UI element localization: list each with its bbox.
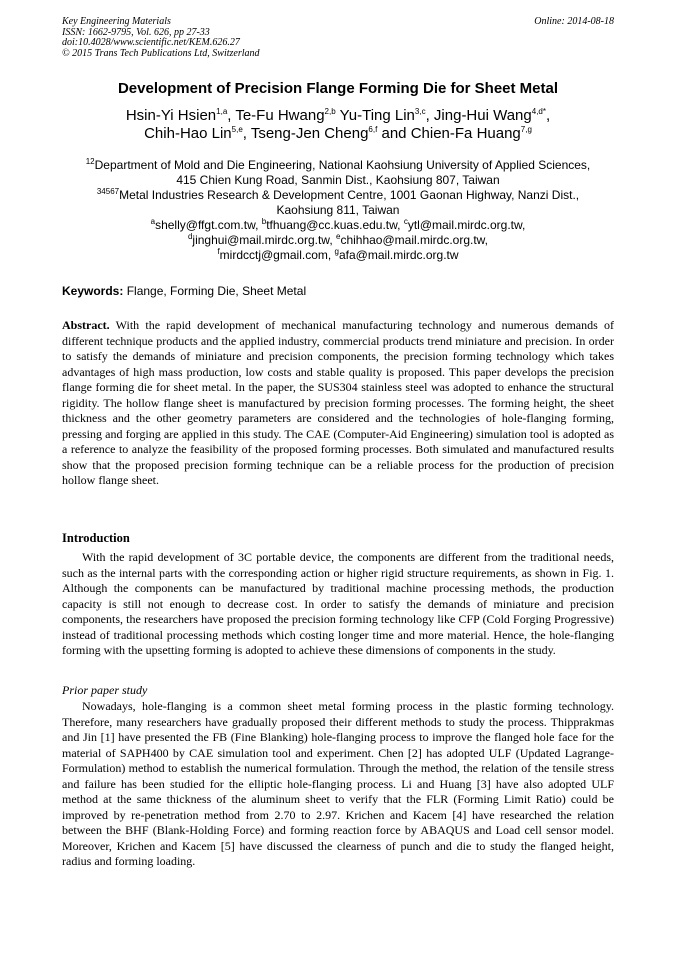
- affiliation-1: [62, 158, 614, 173]
- affiliation-1-address: 415 Chien Kung Road, Sanmin Dist., Kaohsiung 807, Taiwan: [176, 173, 500, 187]
- author-separator: ,: [227, 107, 236, 124]
- affiliation-text: Metal Industries Research & Development Centre, 1001 Gaonan Highway, Nanzi Dist.,: [119, 188, 580, 202]
- email-address: shelly@ffgt.com.tw,: [155, 218, 262, 232]
- author-separator: and: [377, 125, 411, 142]
- journal-name: Key Engineering Materials: [62, 16, 171, 27]
- author-affiliation-mark: 6,f: [368, 125, 378, 134]
- email-mark: b: [261, 217, 267, 226]
- email-line: [62, 218, 614, 233]
- paper-title: Development of Precision Flange Forming Die for Sheet Metal: [117, 80, 559, 97]
- email-line: [62, 248, 614, 263]
- author-separator: ,: [425, 107, 434, 124]
- affiliation-2: [62, 188, 614, 203]
- prior-study-heading: Prior paper study: [62, 683, 148, 697]
- author-affiliation-mark: 7,g: [520, 125, 532, 134]
- email-address: afa@mail.mirdc.org.tw: [339, 248, 459, 262]
- author-name: Hsin-Yi Hsien: [125, 107, 217, 124]
- email-address: jinghui@mail.mirdc.org.tw,: [192, 233, 336, 247]
- author-name: Yu-Ting Lin: [339, 107, 415, 124]
- keywords: [62, 284, 614, 298]
- author-name: Tseng-Jen Cheng: [250, 125, 369, 142]
- prior-study-body: [62, 699, 614, 870]
- journal-header: [62, 17, 614, 59]
- affiliations: [62, 158, 614, 263]
- keywords-label: Keywords:: [62, 284, 124, 298]
- email-mark: e: [335, 232, 341, 241]
- introduction-body: [62, 550, 614, 659]
- email-mark: a: [150, 217, 156, 226]
- author-affiliation-mark: 5,e: [231, 125, 243, 134]
- online-date: Online: 2014-08-18: [534, 16, 614, 27]
- email-address: chihhao@mail.mirdc.org.tw,: [340, 233, 489, 247]
- email-address: ytl@mail.mirdc.org.tw,: [407, 218, 526, 232]
- author-affiliation-mark: 2,b: [324, 107, 336, 116]
- author-affiliation-mark: 3,c: [414, 107, 426, 116]
- author-name: Jing-Hui Wang: [433, 107, 532, 124]
- email-mark: d: [187, 232, 193, 241]
- email-mark: c: [403, 217, 408, 226]
- author-list: [62, 107, 614, 143]
- author-separator: ,: [242, 125, 251, 142]
- affiliation-text: Department of Mold and Die Engineering, National Kaohsiung University of Applied Sciences,: [94, 158, 591, 172]
- abstract: [62, 318, 614, 489]
- introduction-paragraph: With the rapid development of 3C portable device, the components are different from the traditional needs, such as the internal parts with the corresponding action or higher rigid structure requirements, as shown in Fig. 1. Although the components can be manufactured by traditional machine processing methods, the production capacity is still not enough to decrease cost. In order to satisfy the demands of miniature and precision components, the researchers have proposed the precision forming technology like CFP (Cold Forging Progressive) instead of traditional processing methods which costing longer time and more material. Hence, the hole-flanging forming with the upsetting forming is adopted to achieve these dimensions of components in the study.: [62, 550, 614, 657]
- prior-study-paragraph: Nowadays, hole-flanging is a common sheet metal forming process in the plastic forming technology. Therefore, many researchers have gradually proposed their different methods to study the process. Thipprakmas and Jin [1] have presented the FB (Fine Blanking) hole-flanging process to improve the flanged hole face for the material of SAPH400 by CAE simulation tool and experiment. Chen [2] has adopted ULF (Updated Lagrange- Formulation) method to establish the numerical formulation. Through the method, the relation of the tensile stress and failure has been studied for the elliptic hole-flanging process. Li and Huang [3] have also adopted ULF method at the same thickness of the aluminum sheet to verify that the FLR (Forming Limit Ratio) could be improved by re-penetration method from 2.70 to 2.97. Krichen and Kacem [4] have researched the relation between the BHF (Blank-Holding Force) and forming reaction force by ABAQUS and Load cell sensor model. Moreover, Krichen and Kacem [5] have discussed the clearness of punch and die to study the flanged height, radius and forming loading.: [62, 699, 614, 868]
- keywords-text: Flange, Forming Die, Sheet Metal: [123, 284, 307, 298]
- author-affiliation-mark: 1,a: [216, 107, 228, 116]
- affiliation-2-address: Kaohsiung 811, Taiwan: [276, 203, 400, 217]
- email-address: tfhuang@cc.kuas.edu.tw,: [266, 218, 404, 232]
- journal-issn: ISSN: 1662-9795, Vol. 626, pp 27-33: [62, 26, 210, 38]
- author-affiliation-mark: 4,d*: [531, 107, 546, 116]
- author-name: Te-Fu Hwang: [235, 107, 325, 124]
- email-mark: g: [334, 247, 339, 256]
- email-mark: f: [217, 247, 220, 256]
- author-name: Chien-Fa Huang: [410, 125, 521, 142]
- author-name: Chih-Hao Lin: [144, 125, 232, 142]
- affiliation-mark: 12: [85, 157, 95, 166]
- abstract-label: Abstract.: [62, 318, 110, 332]
- author-separator: ,: [545, 107, 551, 124]
- introduction-heading: Introduction: [62, 531, 130, 545]
- journal-copyright: © 2015 Trans Tech Publications Ltd, Switzerland: [62, 47, 260, 59]
- affiliation-mark: 34567: [96, 187, 120, 196]
- email-address: mirdcctj@gmail.com,: [219, 248, 335, 262]
- abstract-text: With the rapid development of mechanical manufacturing technology and numerous demands of different technique products and the applied industry, commercial products trend miniature and precision. In order to satisfy the demands of miniature and precision components, the precision forming technology which takes advantages of high mass production, low costs and stable quality is proposed. This paper develops the precision flange forming die for sheet metal. In the paper, the SUS304 stainless steel was adopted to enhance the structural rigidity. The hollow flange sheet is manufactured by precision forming processes. The forming height, the sheet thickness and the other geometry parameters are considered and the technologies of hole-flanging forming, pressing and forging are applied in this study. The CAE (Computer-Aid Engineering) simulation tool is adopted as a reference to analyze the feasibility of the proposed forming processes. Both simulated and manufactured results show that the proposed precision forming technique can be a reliable process for the production of precision hollow flange sheet.: [62, 318, 614, 487]
- email-line: [62, 233, 614, 248]
- journal-doi: doi:10.4028/www.scientific.net/KEM.626.27: [62, 37, 240, 48]
